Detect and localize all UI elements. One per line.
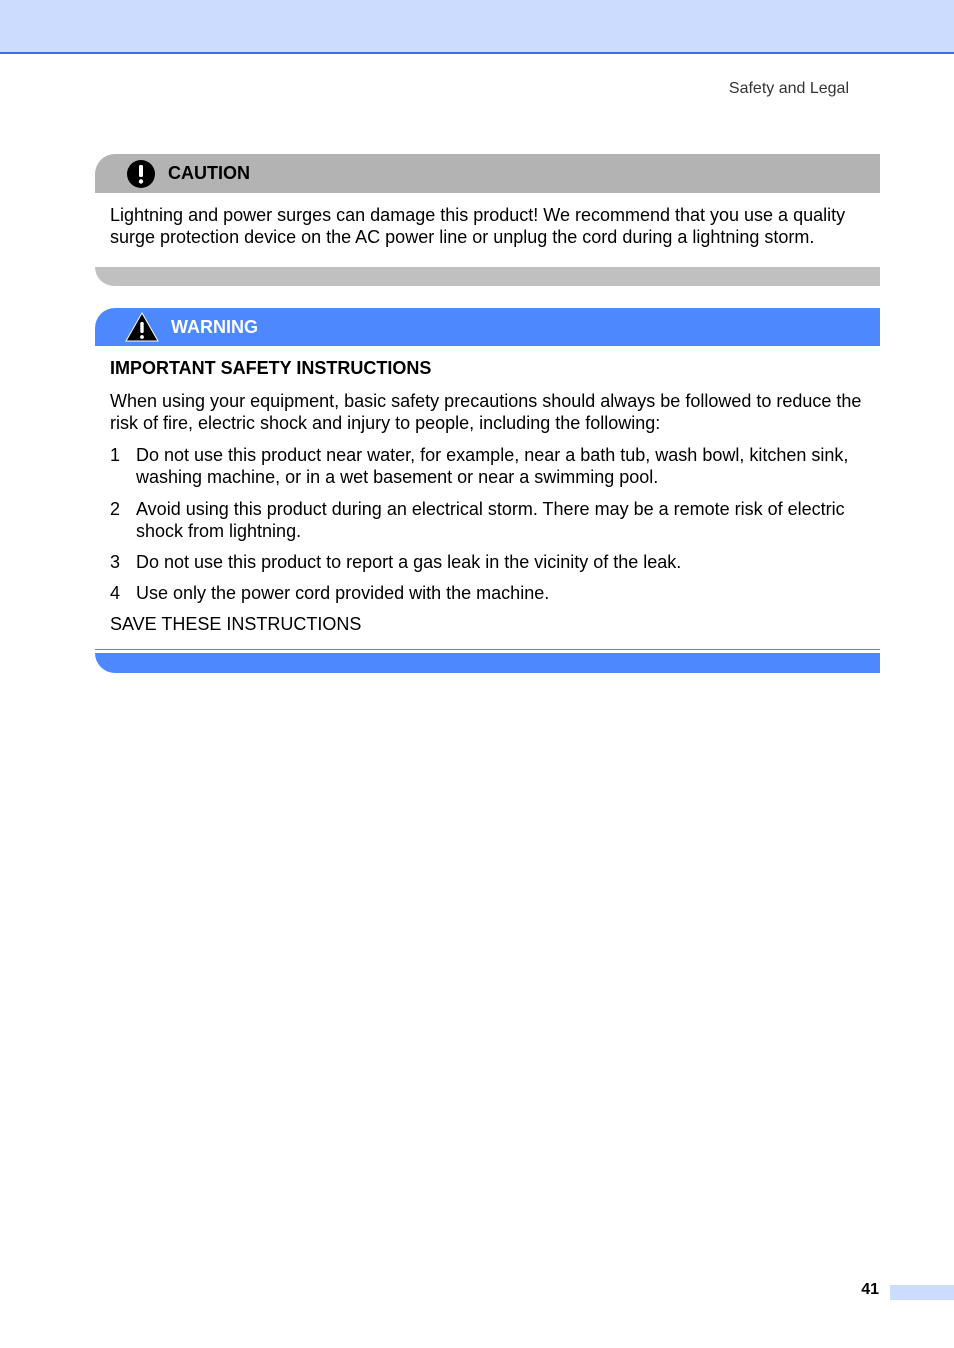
list-item-text: Avoid using this product during an electrical storm. There may be a remote risk of electric shock from lightning.	[136, 499, 845, 541]
warning-triangle-icon	[125, 312, 159, 342]
caution-footer-bar	[95, 267, 880, 286]
caution-header-bar	[95, 154, 880, 193]
warning-title: WARNING	[171, 317, 258, 337]
list-item-number: 1	[110, 445, 121, 465]
caution-title: CAUTION	[168, 163, 250, 183]
save-instructions-text: SAVE THESE INSTRUCTIONS	[110, 614, 362, 634]
warning-intro-text: When using your equipment, basic safety precautions should always be followed to reduce the risk of fire, electric shock and injury to people, including the following:	[110, 391, 862, 433]
list-item-number: 4	[110, 583, 121, 603]
list-item-number: 3	[110, 552, 121, 572]
list-item-number: 2	[110, 499, 121, 519]
exclamation-circle-icon	[127, 160, 155, 188]
warning-footer-bar	[95, 653, 880, 673]
list-item-text: Use only the power cord provided with the machine.	[136, 583, 550, 603]
warning-subtitle: IMPORTANT SAFETY INSTRUCTIONS	[110, 358, 432, 378]
page-tab-marker	[890, 1285, 954, 1300]
warning-footer-rule	[95, 649, 880, 650]
caution-body-text: Lightning and power surges can damage this product! We recommend that you use a quality surge protection device on the AC power line or unplug the cord during a lightning storm.	[110, 205, 846, 247]
top-header-band	[0, 0, 954, 54]
list-item-text: Do not use this product near water, for example, near a bath tub, wash bowl, kitchen sink, washing machine, or in a wet basement or near a swimming pool.	[136, 445, 849, 487]
page-number: 41	[861, 1281, 879, 1298]
list-item-text: Do not use this product to report a gas leak in the vicinity of the leak.	[136, 552, 682, 572]
warning-header-bar	[95, 308, 880, 346]
running-header-title: Safety and Legal	[728, 80, 849, 97]
